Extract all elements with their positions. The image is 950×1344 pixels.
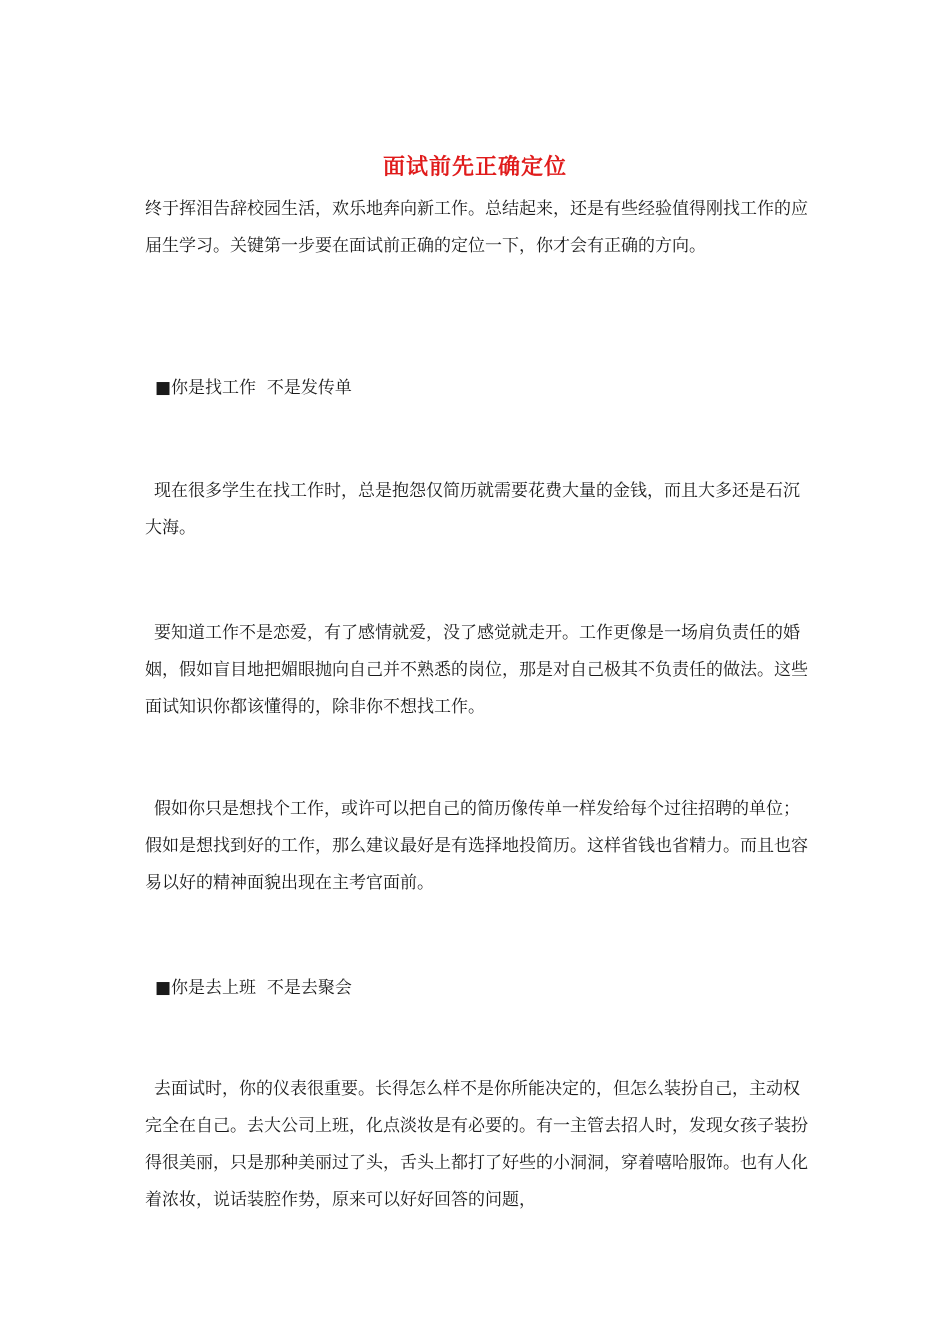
document-title: 面试前先正确定位 (382, 154, 567, 180)
paragraph-selective-resume: 假如你只是想找个工作，或许可以把自己的简历像传单一样发给每个过往招聘的单位；假如是想找到好的工作，那么建议最好是有选择地投简历。这样省钱也省精力。而且也容易以好的精神面貌出现在主考官面前。 (145, 799, 808, 893)
paragraph-resume-cost: 现在很多学生在找工作时，总是抱怨仅简历就需要花费大量的金钱，而且大多还是石沉大海。 (145, 481, 800, 538)
intro-paragraph: 终于挥泪告辞校园生活，欢乐地奔向新工作。总结起来，还是有些经验值得刚找工作的应届生学习。关键第一步要在面试前正确的定位一下，你才会有正确的方向。 (145, 199, 808, 256)
paragraph-work-not-romance: 要知道工作不是恋爱，有了感情就爱，没了感觉就走开。工作更像是一场肩负责任的婚姻，假如盲目地把媚眼抛向自己并不熟悉的岗位，那是对自己极其不负责任的做法。这些面试知识你都该懂得的，除非你不想找工作。 (145, 623, 808, 717)
section-heading-find-job: ■你是找工作 不是发传单 (155, 378, 352, 398)
paragraph-appearance: 去面试时，你的仪表很重要。长得怎么样不是你所能决定的，但怎么装扮自己，主动权完全在自己。去大公司上班，化点淡妆是有必要的。有一主管去招人时，发现女孩子装扮得很美丽，只是那种美丽过了头，舌头上都打了好些的小洞洞，穿着嘻哈服饰。也有人化着浓妆，说话装腔作势，原来可以好好回答的问题， (145, 1079, 808, 1210)
section-heading-go-to-work: ■你是去上班 不是去聚会 (155, 978, 352, 998)
